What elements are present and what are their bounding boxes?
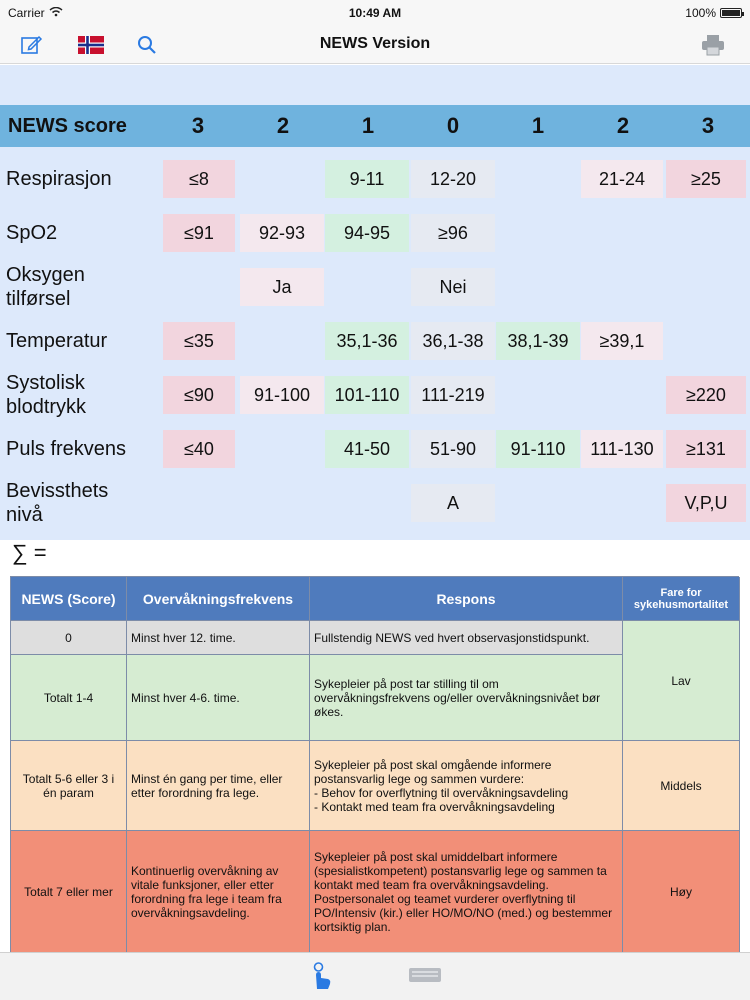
cell-spo2-2[interactable]: 92-93 bbox=[240, 214, 324, 252]
score-col-3-high: 3 bbox=[701, 113, 715, 138]
clock: 10:49 AM bbox=[348, 6, 402, 20]
param-label-oksygen: Oksygen tilførsel bbox=[6, 264, 85, 310]
risk-high: Høy bbox=[623, 831, 740, 953]
param-label-systolisk: Systolisk blodtrykk bbox=[6, 372, 87, 418]
touch-tab-icon[interactable] bbox=[308, 961, 334, 996]
cell-respirasjon-1[interactable]: 9-11 bbox=[325, 160, 409, 198]
row2-score: Totalt 5-6 eller 3 i én param bbox=[11, 741, 127, 831]
cell-puls-0[interactable]: 51-90 bbox=[411, 430, 495, 468]
print-icon[interactable] bbox=[700, 32, 726, 58]
score-col-1-low: 1 bbox=[361, 113, 375, 138]
cell-respirasjon-3h[interactable]: ≥25 bbox=[666, 160, 746, 198]
cell-temperatur-1h[interactable]: 38,1-39 bbox=[496, 322, 580, 360]
score-col-2-low: 2 bbox=[276, 113, 290, 138]
response-table bbox=[10, 576, 739, 952]
header-risk: Fare for sykehusmortalitet bbox=[623, 577, 740, 621]
param-label-bevissthet: Bevissthets nivå bbox=[6, 480, 109, 526]
cell-systolisk-1[interactable]: 101-110 bbox=[325, 376, 409, 414]
page-title: NEWS Version bbox=[319, 35, 431, 52]
score-header-row bbox=[0, 105, 750, 147]
score-col-2-high: 2 bbox=[616, 113, 630, 138]
row0-score: 0 bbox=[11, 621, 127, 655]
carrier-label: Carrier bbox=[8, 6, 45, 20]
cell-puls-3[interactable]: ≤40 bbox=[163, 430, 235, 468]
cell-temperatur-1[interactable]: 35,1-36 bbox=[325, 322, 409, 360]
cell-oksygen-0[interactable]: Nei bbox=[411, 268, 495, 306]
battery-icon bbox=[720, 8, 742, 18]
row3-score: Totalt 7 eller mer bbox=[11, 831, 127, 953]
cell-respirasjon-0[interactable]: 12-20 bbox=[411, 160, 495, 198]
cell-bevissthet-3h[interactable]: V,P,U bbox=[666, 484, 746, 522]
header-frequency: Overvåkningsfrekvens bbox=[127, 577, 310, 621]
row2-frequency: Minst én gang per time, eller etter forordning fra lege. bbox=[127, 741, 310, 831]
row3-frequency: Kontinuerlig overvåkning av vitale funksjoner, eller etter forordning fra lege i team fra overvåkningsavdeling. bbox=[127, 831, 310, 953]
row0-response: Fullstendig NEWS ved hvert observasjonstidspunkt. bbox=[310, 621, 623, 655]
row3-response: Sykepleier på post skal umiddelbart informere (spesialistkompetent) postansvarlig lege og sammen ta kontakt med team fra overvåkningsavdeling. Postpersonalet og teamet vurderer overflytning til PO/Intensiv (kir.) eller HO/MO/NO (med.) og bestemmer kortsiktig plan. bbox=[310, 831, 623, 953]
battery-percent: 100% bbox=[685, 6, 716, 20]
status-bar bbox=[0, 0, 750, 26]
cell-puls-3h[interactable]: ≥131 bbox=[666, 430, 746, 468]
param-label-temperatur: Temperatur bbox=[6, 330, 108, 352]
bottom-toolbar bbox=[0, 952, 750, 1000]
cell-temperatur-2h[interactable]: ≥39,1 bbox=[581, 322, 663, 360]
navigation-bar bbox=[0, 26, 750, 64]
cell-puls-1h[interactable]: 91-110 bbox=[496, 430, 580, 468]
cell-oksygen-2[interactable]: Ja bbox=[240, 268, 324, 306]
sum-label: ∑ = bbox=[12, 540, 47, 565]
param-label-puls: Puls frekvens bbox=[6, 438, 127, 460]
cell-respirasjon-3[interactable]: ≤8 bbox=[163, 160, 235, 198]
keyboard-tab-icon[interactable] bbox=[408, 965, 442, 990]
cell-systolisk-2[interactable]: 91-100 bbox=[240, 376, 324, 414]
cell-bevissthet-0[interactable]: A bbox=[411, 484, 495, 522]
score-col-1-high: 1 bbox=[531, 113, 545, 138]
score-header-label: NEWS score bbox=[8, 115, 127, 137]
cell-systolisk-3[interactable]: ≤90 bbox=[163, 376, 235, 414]
param-label-respirasjon: Respirasjon bbox=[6, 168, 112, 190]
cell-spo2-3[interactable]: ≤91 bbox=[163, 214, 235, 252]
param-label-spo2: SpO2 bbox=[6, 222, 58, 244]
header-response: Respons bbox=[310, 577, 623, 621]
score-col-3-low: 3 bbox=[191, 113, 205, 138]
row0-frequency: Minst hver 12. time. bbox=[127, 621, 310, 655]
cell-spo2-0[interactable]: ≥96 bbox=[411, 214, 495, 252]
row1-frequency: Minst hver 4-6. time. bbox=[127, 655, 310, 741]
row2-response: Sykepleier på post skal omgående informere postansvarlig lege og sammen vurdere: - Behov for overflytning til overvåkningsavdeling - Kontakt med team fra overvåkningsavdeling bbox=[310, 741, 623, 831]
cell-temperatur-3[interactable]: ≤35 bbox=[163, 322, 235, 360]
news-score-panel bbox=[0, 65, 750, 540]
score-col-0: 0 bbox=[446, 113, 460, 138]
cell-systolisk-0[interactable]: 111-219 bbox=[411, 376, 495, 414]
header-news-score: NEWS (Score) bbox=[11, 577, 127, 621]
row1-response: Sykepleier på post tar stilling til om overvåkningsfrekvens og/eller overvåkningsnivået bør økes. bbox=[310, 655, 623, 741]
cell-respirasjon-2h[interactable]: 21-24 bbox=[581, 160, 663, 198]
cell-puls-2h[interactable]: 111-130 bbox=[581, 430, 663, 468]
cell-temperatur-0[interactable]: 36,1-38 bbox=[411, 322, 495, 360]
cell-systolisk-3h[interactable]: ≥220 bbox=[666, 376, 746, 414]
cell-spo2-1[interactable]: 94-95 bbox=[325, 214, 409, 252]
cell-puls-1[interactable]: 41-50 bbox=[325, 430, 409, 468]
risk-low: Lav bbox=[623, 621, 740, 741]
risk-medium: Middels bbox=[623, 741, 740, 831]
row1-score: Totalt 1-4 bbox=[11, 655, 127, 741]
